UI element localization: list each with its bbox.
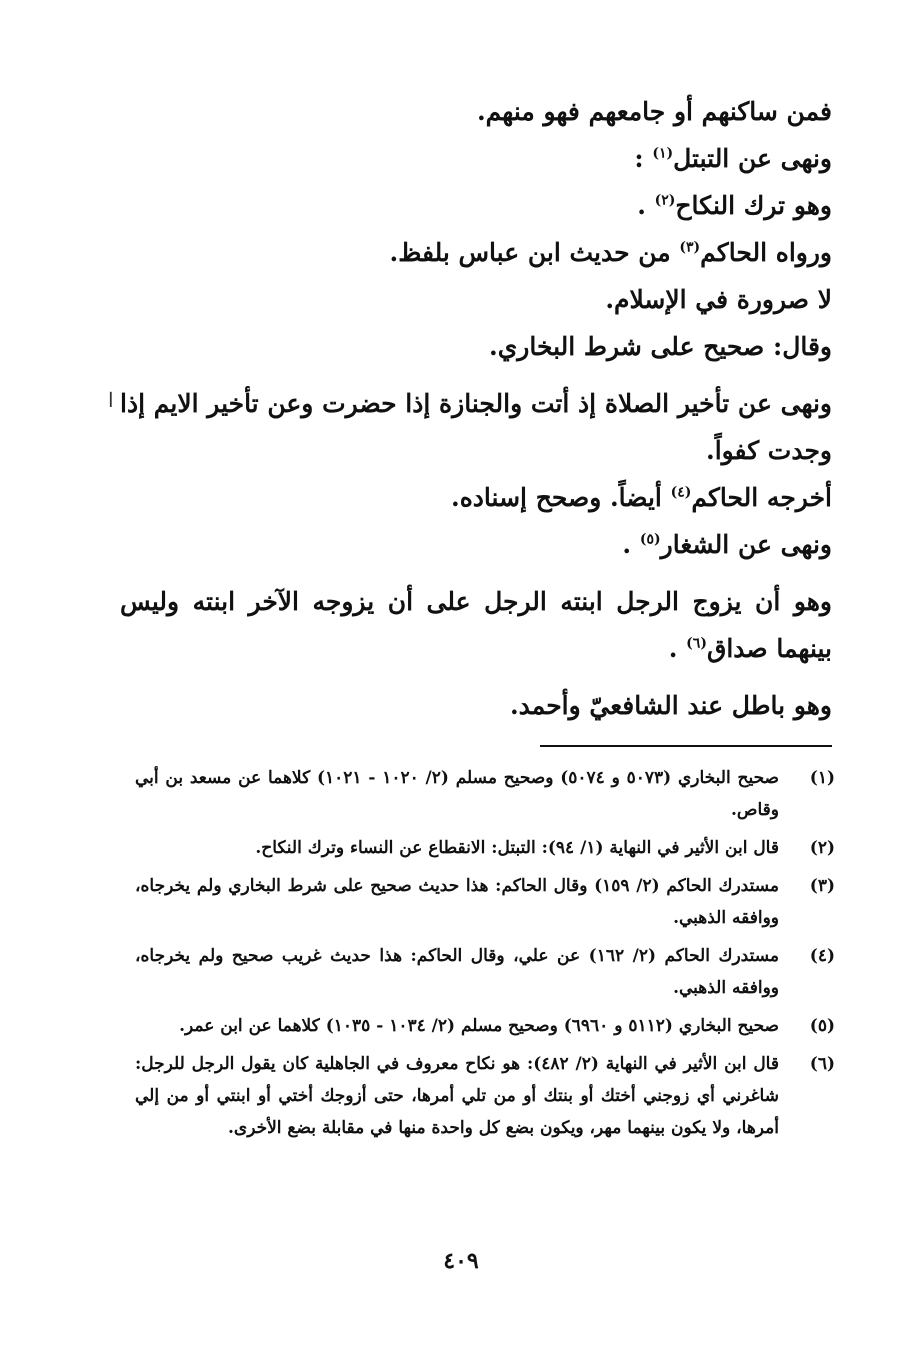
- main-text-body: [120, 88, 832, 729]
- footnote-text: قال ابن الأثير في النهاية (٢/ ٤٨٢): هو نكاح معروف في الجاهلية كان يقول الرجل للرجل: شاغرني أي زوجني أختك أو بنتك أو من تلي أمرها، حتى أزوجك أختي أو ابنتي أو من إلي أمرها، ولا يكون بينهما مهر، ويكون بضع كل واحدة منها في مقابلة بضع الأخرى.: [135, 1054, 779, 1138]
- text-line: [120, 135, 832, 182]
- text-span: ونهى عن التبتل: [673, 144, 832, 173]
- footnote-number: (٦): [809, 1054, 835, 1074]
- footnote-text: مستدرك الحاكم (٢/ ١٦٢) عن علي، وقال الحاكم: هذا حديث غريب صحيح ولم يخرجاه، ووافقه الذهبي.: [135, 946, 780, 998]
- text-line: [120, 229, 832, 276]
- footnote-number: (٥): [809, 1016, 835, 1036]
- footnote-text: قال ابن الأثير في النهاية (١/ ٩٤): التبتل: الانقطاع عن النساء وترك النكاح.: [255, 838, 779, 858]
- text-span: وهو باطل عند الشافعيّ وأحمد.: [509, 691, 832, 720]
- footnote-1: [135, 762, 835, 826]
- footnote-number: (٢): [809, 838, 835, 858]
- footnote-text: صحيح البخاري (٥١١٢ و ٦٩٦٠) وصحيح مسلم (٢/ ١٠٣٤ - ١٠٣٥) كلاهما عن ابن عمر.: [179, 1016, 779, 1036]
- text-span: لا صرورة في الإسلام.: [605, 285, 832, 314]
- text-span: أخرجه الحاكم: [691, 483, 832, 512]
- text-line: [120, 474, 832, 521]
- text-span: من حديث ابن عباس بلفظ.: [389, 238, 680, 267]
- footnote-4: [135, 940, 835, 1004]
- text-line: [120, 323, 832, 370]
- footnote-text: مستدرك الحاكم (٢/ ١٥٩) وقال الحاكم: هذا حديث صحيح على شرط البخاري ولم يخرجاه، ووافقه الذهبي.: [135, 876, 779, 928]
- text-span: ونهى عن الشغار: [660, 530, 832, 559]
- text-span: .: [637, 191, 655, 220]
- text-line: [120, 88, 832, 135]
- text-span: ورواه الحاكم: [700, 238, 832, 267]
- text-line: [120, 682, 832, 729]
- footnote-reference[interactable]: (٥): [639, 531, 661, 548]
- footnote-reference[interactable]: (٢): [654, 192, 676, 209]
- text-line: [120, 521, 832, 568]
- text-span: وهو ترك النكاح: [675, 191, 832, 220]
- text-span: وهو أن يزوج الرجل ابنته الرجل على أن يزوجه الآخر ابنته وليس بينهما صداق: [120, 587, 832, 663]
- footnote-reference[interactable]: (١): [652, 145, 674, 162]
- text-paragraph: [120, 578, 832, 672]
- text-line: [120, 182, 832, 229]
- footnote-reference[interactable]: (٣): [679, 239, 701, 256]
- text-line: [120, 276, 832, 323]
- text-span: .: [668, 634, 687, 663]
- footnote-text: صحيح البخاري (٥٠٧٣ و ٥٠٧٤) وصحيح مسلم (٢/ ١٠٢٠ - ١٠٢١) كلاهما عن مسعد بن أبي وقاص.: [135, 768, 779, 820]
- text-span: فمن ساكنهم أو جامعهم فهو منهم.: [476, 97, 832, 126]
- footnote-reference[interactable]: (٤): [670, 484, 692, 501]
- footnote-reference[interactable]: (٦): [686, 635, 707, 652]
- footnote-separator: [540, 745, 832, 747]
- footnote-5: [135, 1010, 835, 1042]
- footnote-6: [135, 1048, 835, 1144]
- footnote-3: [135, 870, 835, 934]
- text-span: :: [634, 144, 653, 173]
- margin-mark: ا: [108, 388, 114, 412]
- text-span: أيضاً. وصحح إسناده.: [451, 483, 671, 512]
- text-span: ونهى عن تأخير الصلاة إذ أتت والجنازة إذا حضرت وعن تأخير الايم إذا وجدت كفواً.: [120, 389, 832, 465]
- page-number: ٤٠٩: [443, 1248, 479, 1274]
- footnote-number: (١): [809, 768, 835, 788]
- text-paragraph: [120, 380, 832, 474]
- text-span: وقال: صحيح على شرط البخاري.: [489, 332, 832, 361]
- text-span: .: [622, 530, 640, 559]
- footnote-number: (٤): [809, 946, 835, 966]
- footnotes-section: [135, 762, 835, 1150]
- footnote-2: [135, 832, 835, 864]
- footnote-number: (٣): [809, 876, 835, 896]
